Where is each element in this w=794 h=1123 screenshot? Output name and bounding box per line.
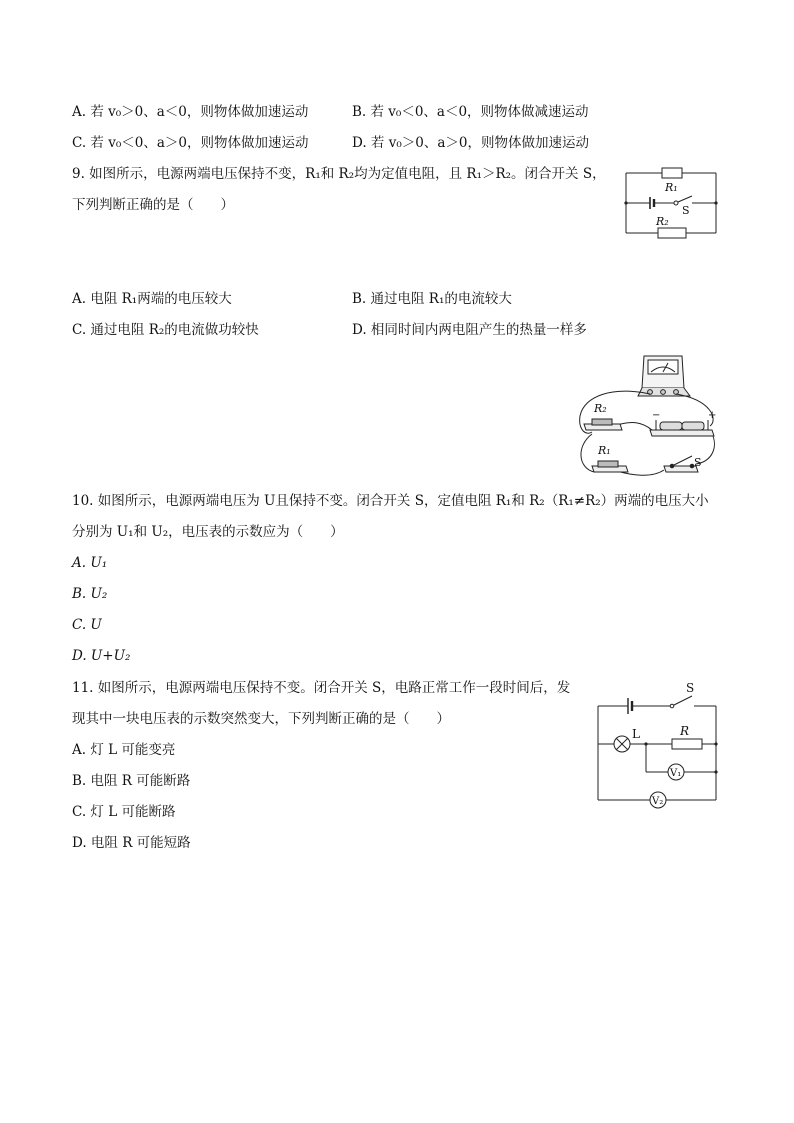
q9-label-r2: R₂ (656, 215, 669, 228)
q11-circuit-diagram (594, 680, 720, 807)
q9-stem-line1: 9. 如图所示，电源两端电压保持不变，R₁和 R₂均为定值电阻，且 R₁＞R₂。闭合开关 S， (72, 166, 606, 182)
q10-label-plus: + (708, 410, 717, 421)
q10-label-minus: − (652, 410, 661, 421)
q11-label-s: S (686, 681, 695, 695)
q9-label-r1: R₁ (665, 181, 678, 194)
q10-option-b: B. U₂ (72, 586, 108, 602)
q10-stem-line2: 分别为 U₁和 U₂，电压表的示数应为（ ） (72, 524, 344, 540)
q10-label-r1: R₁ (598, 444, 611, 457)
q11-label-v2: V₂ (652, 796, 664, 807)
q11-option-b: B. 电阻 R 可能断路 (72, 773, 191, 789)
q11-label-v1: V₁ (670, 768, 682, 779)
q8-option-a: A. 若 v₀＞0、a＜0，则物体做加速运动 (72, 104, 309, 120)
q9-option-c: C. 通过电阻 R₂的电流做功较快 (72, 322, 259, 338)
q11-stem-line1: 11. 如图所示，电源两端电压保持不变。闭合开关 S，电路正常工作一段时间后，发 (72, 680, 571, 696)
q10-label-r2: R₂ (594, 402, 607, 415)
q9-option-b: B. 通过电阻 R₁的电流较大 (352, 291, 512, 307)
q11-label-l: L (632, 727, 640, 741)
q10-option-d: D. U+U₂ (72, 648, 131, 664)
q11-option-d: D. 电阻 R 可能短路 (72, 835, 191, 851)
q11-label-r: R (680, 724, 690, 738)
q9-stem-line2: 下列判断正确的是（ ） (72, 197, 234, 213)
q11-stem-line2: 现其中一块电压表的示数突然变大，下列判断正确的是（ ） (72, 711, 450, 727)
q9-option-d: D. 相同时间内两电阻产生的热量一样多 (352, 322, 587, 338)
q10-stem-line1: 10. 如图所示，电源两端电压为 U且保持不变。闭合开关 S，定值电阻 R₁和 R₂（R₁≠R₂）两端的电压大小 (72, 493, 709, 509)
q11-option-a: A. 灯 L 可能变亮 (72, 742, 176, 758)
q10-label-s: S (694, 456, 702, 469)
q10-option-a: A. U₁ (72, 555, 108, 571)
q8-option-c: C. 若 v₀＜0、a＞0，则物体做加速运动 (72, 135, 309, 151)
q10-apparatus-diagram (572, 350, 722, 482)
q8-option-d: D. 若 v₀＞0、a＞0，则物体做加速运动 (352, 135, 589, 151)
q10-option-c: C. U (72, 617, 102, 633)
q11-option-c: C. 灯 L 可能断路 (72, 804, 176, 820)
q8-option-b: B. 若 v₀＜0、a＜0，则物体做减速运动 (352, 104, 589, 120)
q9-option-a: A. 电阻 R₁两端的电压较大 (72, 291, 232, 307)
q11-resistor (672, 739, 702, 749)
q9-label-s: S (682, 204, 690, 217)
q9-r1-resistor (662, 168, 682, 178)
q9-circuit-diagram (622, 165, 722, 240)
q9-r2-resistor (658, 228, 686, 238)
q10-battery (650, 430, 714, 436)
